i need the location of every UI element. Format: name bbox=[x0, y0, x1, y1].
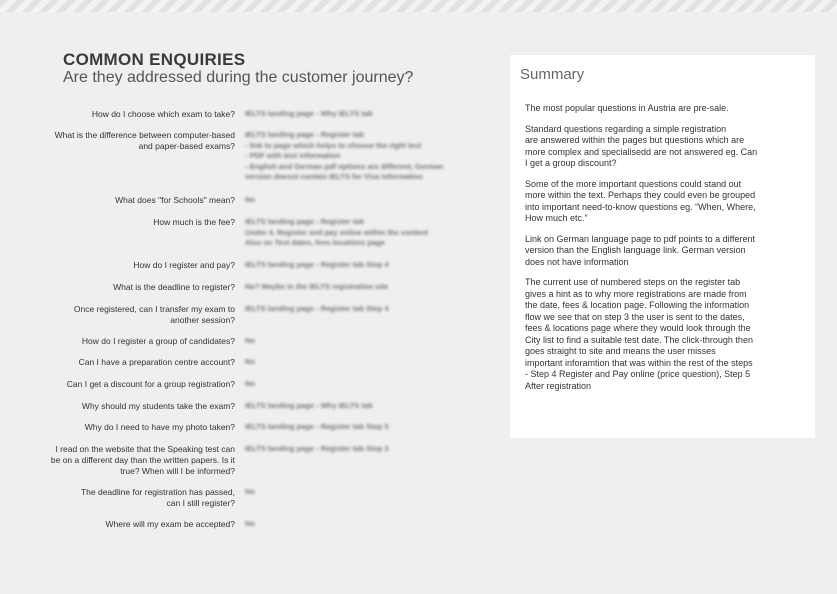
summary-paragraph: Link on German language page to pdf points to a different version than the English language link. German version does not have information bbox=[525, 233, 755, 267]
page-subheading: Are they addressed during the customer journey? bbox=[63, 69, 414, 86]
summary-paragraph: Standard questions regarding a simple registration are answered within the pages but questions which are more complex and specialisedd are not answered eg. Can I get a group discount? bbox=[525, 123, 758, 168]
faq-answer: IELTS landing page - Register tab Step 4 bbox=[245, 260, 389, 269]
faq-question: How do I register and pay? bbox=[133, 260, 235, 270]
faq-answer: IELTS landing page - Why IELTS tab bbox=[245, 109, 373, 118]
faq-question: Once registered, can I transfer my exam to another session? bbox=[73, 304, 235, 325]
faq-answer: No bbox=[245, 336, 255, 345]
faq-question: What does "for Schools" mean? bbox=[115, 195, 235, 205]
faq-answer: No? Maybe in the IELTS registration site bbox=[245, 282, 389, 291]
faq-answer: IELTS landing page - Register tab Step 3 bbox=[245, 444, 389, 453]
faq-question: Why should my students take the exam? bbox=[81, 401, 235, 411]
faq-question: Where will my exam be accepted? bbox=[105, 519, 235, 529]
faq-answer: No bbox=[245, 519, 255, 528]
summary-paragraph: Some of the more important questions could stand out more within the text. Perhaps they could even be grouped into important need-to-know questions eg. “When, Where, How much etc.” bbox=[525, 178, 756, 223]
faq-question: Why do I need to have my photo taken? bbox=[84, 422, 235, 432]
faq-answer: No bbox=[245, 487, 255, 496]
summary-panel bbox=[510, 55, 815, 438]
faq-answer: No bbox=[245, 357, 255, 366]
faq-question: Can I get a discount for a group registration? bbox=[66, 379, 235, 389]
summary-body bbox=[525, 103, 805, 401]
faq-question: How do I choose which exam to take? bbox=[91, 109, 235, 119]
faq-question: The deadline for registration has passed, can I still register? bbox=[80, 487, 235, 508]
faq-answer: IELTS landing page - Register tab - link to page which helps to choose the right test - PDF with test information - English and German pdf options are different, German version doesnt contain IELTS for Visa information bbox=[245, 130, 444, 181]
faq-answer: IELTS landing page - Register tab Under 4. Register and pay online within the content Also on Test dates, fees locations page bbox=[245, 217, 428, 247]
faq-question: How do I register a group of candidates? bbox=[81, 336, 235, 346]
faq-answer: No bbox=[245, 379, 255, 388]
page-heading: COMMON ENQUIRIES bbox=[63, 50, 246, 69]
faq-question: What is the difference between computer-based and paper-based exams? bbox=[54, 130, 235, 151]
faq-question: How much is the fee? bbox=[153, 217, 235, 227]
summary-paragraph: The most popular questions in Austria are pre-sale. bbox=[525, 103, 729, 113]
summary-title: Summary bbox=[520, 66, 585, 83]
faq-answer: No bbox=[245, 195, 255, 204]
faq-answer: IELTS landing page - Why IELTS tab bbox=[245, 401, 373, 410]
faq-question: I read on the website that the Speaking test can be on a different day than the written papers. Is it true? When will I be informed? bbox=[50, 444, 235, 476]
faq-question: What is the deadline to register? bbox=[113, 282, 235, 292]
summary-paragraph: The current use of numbered steps on the register tab gives a hint as to why more registrations are made from the date, fees & location page. Following the information flow we see that on step 3 the user is sent to the dates, fees & locations page where they would look through the City list to find a suitable test date. The click-through then goes straight to site and means the user misses important inforamtion that was within the rest of the steps - Step 4 Register and Pay online (price question), Step 5 After registration bbox=[525, 277, 753, 391]
decorative-stripe bbox=[0, 0, 837, 12]
faq-answer: IELTS landing page - Register tab Step 4 bbox=[245, 304, 389, 313]
faq-question: Can I have a preparation centre account? bbox=[78, 357, 235, 367]
faq-answer: IELTS landing page - Register tab Step 5 bbox=[245, 422, 389, 431]
